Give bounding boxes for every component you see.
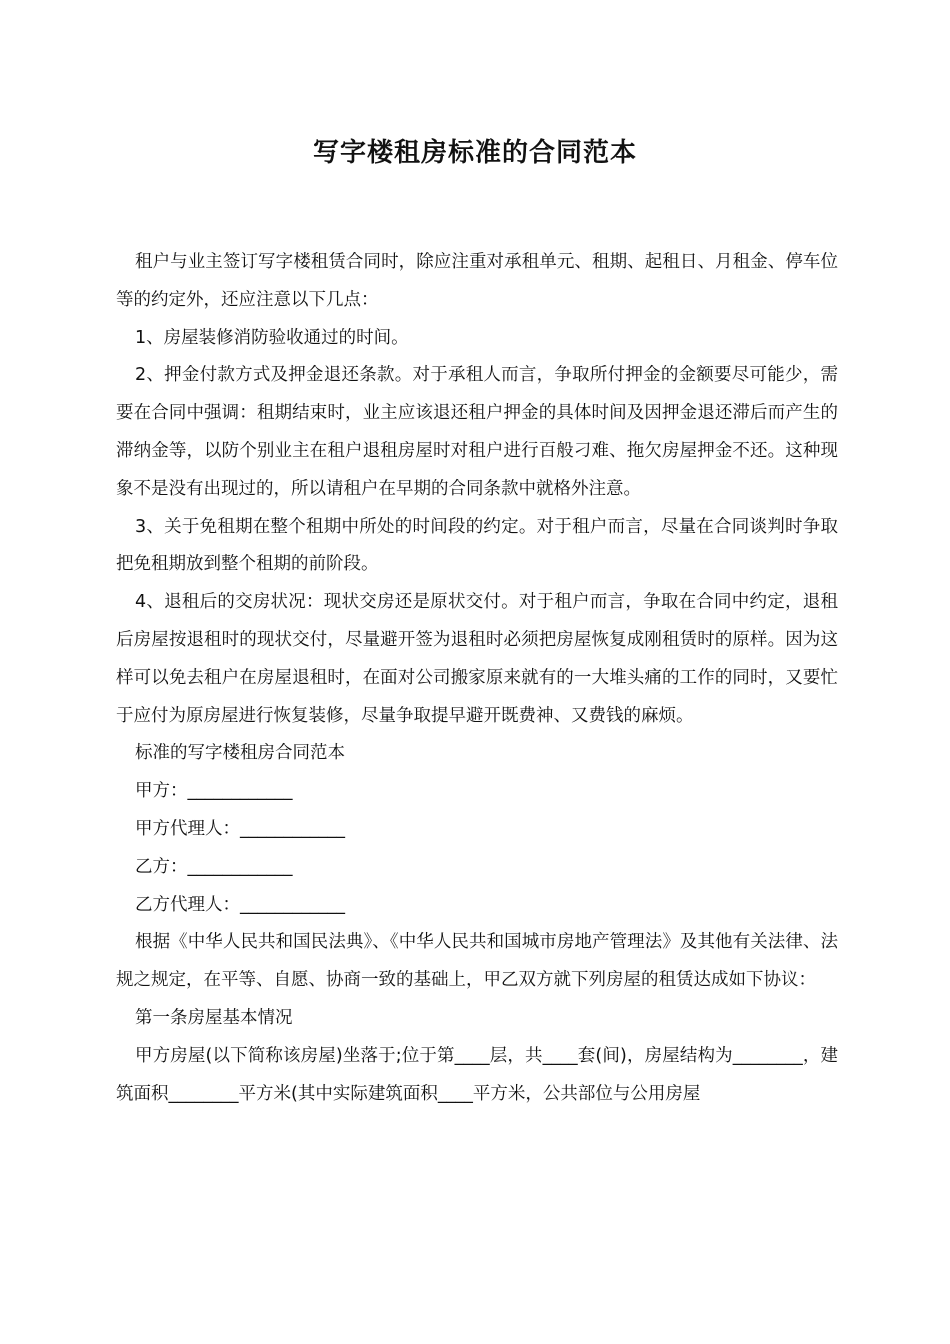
document-title: 写字楼租房标准的合同范本 [312,138,637,168]
paragraph-property-details: 甲方房屋(以下简称该房屋)坐落于;位于第____层，共____套(间)，房屋结构为________，建筑面积________平方米(其中实际建筑面积____平方米，公共部位与公用房屋 [116,1045,838,1104]
contract-heading: 标准的写字楼租房合同范本 [135,743,345,764]
paragraph-intro: 租户与业主签订写字楼租赁合同时，除应注重对承租单元、租期、起租日、月租金、停车位等的约定外，还应注意以下几点： [116,252,838,310]
party-a-agent-line: 甲方代理人：____________ [135,818,345,839]
document-body [116,244,838,1113]
paragraph-point-4: 4、退租后的交房状况：现状交房还是原状交付。对于租户而言，争取在合同中约定，退租后房屋按退租时的现状交付，尽量避开签为退租时必须把房屋恢复成刚租赁时的原样。因为这样可以免去租户在房屋退租时，在面对公司搬家原来就有的一大堆头痛的工作的同时，又要忙于应付为原房屋进行恢复装修，尽量争取提早避开既费神、又费钱的麻烦。 [116,592,838,726]
party-b-agent-line: 乙方代理人：____________ [135,894,345,915]
paragraph-point-1: 1、房屋装修消防验收通过的时间。 [135,327,409,348]
party-a-line: 甲方：____________ [135,781,293,802]
paragraph-legal-basis: 根据《中华人民共和国民法典》、《中华人民共和国城市房地产管理法》及其他有关法律、法规之规定，在平等、自愿、协商一致的基础上，甲乙双方就下列房屋的租赁达成如下协议： [116,932,838,991]
article-1-heading: 第一条房屋基本情况 [135,1007,293,1028]
paragraph-point-3: 3、关于免租期在整个租期中所处的时间段的约定。对于租户而言，尽量在合同谈判时争取把免租期放到整个租期的前阶段。 [116,516,838,575]
paragraph-point-2: 2、押金付款方式及押金退还条款。对于承租人而言，争取所付押金的金额要尽可能少，需要在合同中强调：租期结束时，业主应该退还租户押金的具体时间及因押金退还滞后而产生的滞纳金等，以防个别业主在租户退租房屋时对租户进行百般刁难、拖欠房屋押金不还。这种现象不是没有出现过的，所以请租户在早期的合同条款中就格外注意。 [116,365,838,499]
party-b-line: 乙方：____________ [135,856,293,877]
